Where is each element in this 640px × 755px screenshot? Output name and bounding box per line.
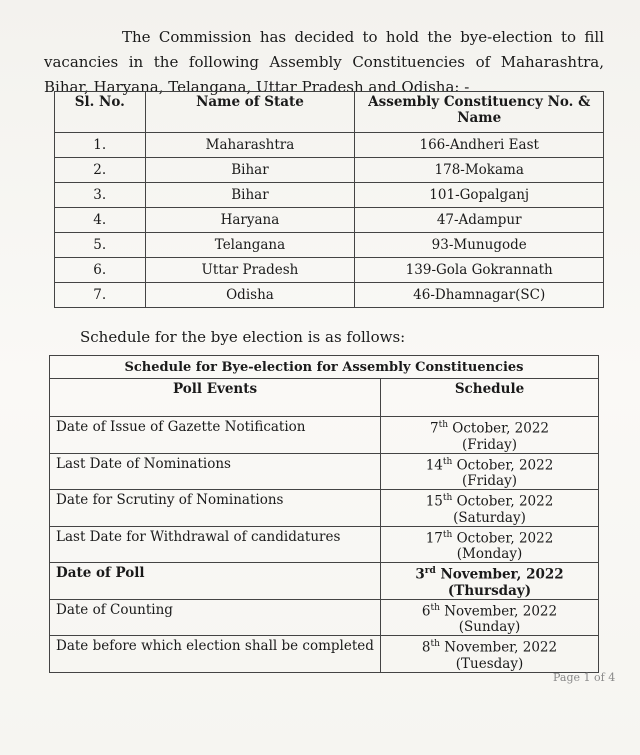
intro-paragraph — [44, 25, 604, 100]
table-row — [55, 133, 604, 158]
state-cell: Uttar Pradesh — [145, 258, 355, 283]
table-row — [55, 183, 604, 208]
schedule-table — [49, 355, 599, 673]
date-text: October, 2022 — [452, 457, 554, 473]
date-text: October, 2022 — [448, 420, 550, 437]
schedule-cell — [381, 636, 599, 673]
event-cell: Last Date of Nominations — [50, 453, 381, 490]
constituency-cell: 166-Andheri East — [355, 133, 604, 158]
state-cell: Bihar — [145, 183, 355, 208]
schedule-cell — [381, 417, 599, 454]
header-constituency: Assembly Constituency No. & Name — [355, 92, 604, 133]
table-row — [55, 283, 604, 308]
date-day: 6 — [421, 603, 431, 619]
date-suffix: th — [430, 639, 440, 649]
date-text: November, 2022 — [435, 566, 564, 583]
date-text: November, 2022 — [439, 639, 558, 656]
constituency-cell: 178-Mokama — [355, 158, 604, 183]
sl-no-cell: 7. — [55, 283, 146, 308]
header-schedule: Schedule — [381, 379, 599, 417]
schedule-cell — [381, 563, 599, 600]
date-text: October, 2022 — [452, 493, 554, 510]
constituency-cell: 46-Dhamnagar(SC) — [355, 283, 604, 308]
constituency-cell: 101-Gopalganj — [355, 183, 604, 208]
table-row — [50, 453, 599, 490]
event-cell: Last Date for Withdrawal of candidatures — [50, 526, 381, 563]
constituency-table-header — [55, 92, 604, 133]
constituency-cell: 93-Munugode — [355, 233, 604, 258]
table-row — [50, 599, 599, 636]
weekday: (Tuesday) — [455, 655, 524, 672]
date-suffix: th — [442, 456, 453, 467]
constituency-table — [54, 91, 604, 308]
table-row — [50, 563, 599, 600]
event-cell: Date of Poll — [50, 563, 381, 600]
schedule-cell — [381, 526, 599, 563]
date-suffix: th — [430, 602, 440, 613]
table-row — [55, 158, 604, 183]
table-row — [55, 208, 604, 233]
table-row — [50, 417, 599, 454]
date-day: 3 — [415, 566, 425, 583]
event-cell: Date of Issue of Gazette Notification — [50, 417, 381, 454]
date-day: 7 — [429, 420, 439, 437]
schedule-header-row — [50, 379, 599, 417]
schedule-caption: Schedule for Bye-election for Assembly Constituencies — [50, 356, 599, 379]
intro-text: The Commission has decided to hold the bye-election to fill vacancies in the following Assembly Constituencies of Maharashtra, Bihar, Haryana, Telangana, Uttar Pradesh and Odisha: - — [44, 28, 604, 96]
sl-no-cell: 5. — [55, 233, 146, 258]
sl-no-cell: 4. — [55, 208, 146, 233]
date-text: November, 2022 — [439, 603, 558, 619]
table-row — [55, 258, 604, 283]
schedule-caption-row — [50, 356, 599, 379]
date-text: October, 2022 — [452, 530, 554, 546]
sl-no-cell: 1. — [55, 133, 146, 158]
table-row — [50, 490, 599, 527]
state-cell: Odisha — [145, 283, 355, 308]
weekday: (Saturday) — [453, 509, 526, 526]
constituency-cell: 47-Adampur — [355, 208, 604, 233]
event-cell: Date for Scrutiny of Nominations — [50, 490, 381, 527]
header-sl-no: Sl. No. — [55, 92, 146, 133]
state-cell: Bihar — [145, 158, 355, 183]
page-number: Page 1 of 4 — [553, 671, 616, 684]
sl-no-cell: 3. — [55, 183, 146, 208]
weekday: (Friday) — [462, 436, 517, 453]
weekday: (Friday) — [462, 473, 517, 489]
state-cell: Haryana — [145, 208, 355, 233]
event-cell: Date of Counting — [50, 599, 381, 636]
event-cell: Date before which election shall be completed — [50, 636, 381, 673]
table-row — [55, 233, 604, 258]
constituency-cell: 139-Gola Gokrannath — [355, 258, 604, 283]
schedule-intro: Schedule for the bye election is as follows: — [80, 328, 406, 346]
date-suffix: th — [442, 529, 453, 540]
sl-no-cell: 6. — [55, 258, 146, 283]
state-cell: Telangana — [145, 233, 355, 258]
date-suffix: rd — [424, 566, 436, 576]
schedule-cell — [381, 490, 599, 527]
table-row — [50, 526, 599, 563]
date-suffix: th — [442, 493, 453, 503]
header-poll-events: Poll Events — [50, 379, 381, 417]
state-cell: Maharashtra — [145, 133, 355, 158]
date-day: 15 — [425, 493, 443, 510]
schedule-cell — [381, 599, 599, 636]
schedule-cell — [381, 453, 599, 490]
weekday: (Monday) — [456, 546, 523, 562]
date-day: 14 — [425, 457, 443, 473]
weekday: (Thursday) — [447, 582, 532, 599]
date-suffix: th — [438, 420, 448, 430]
table-row — [50, 636, 599, 673]
header-state: Name of State — [145, 92, 355, 133]
date-day: 17 — [425, 530, 443, 546]
date-day: 8 — [421, 639, 431, 656]
weekday: (Sunday) — [458, 619, 521, 635]
sl-no-cell: 2. — [55, 158, 146, 183]
